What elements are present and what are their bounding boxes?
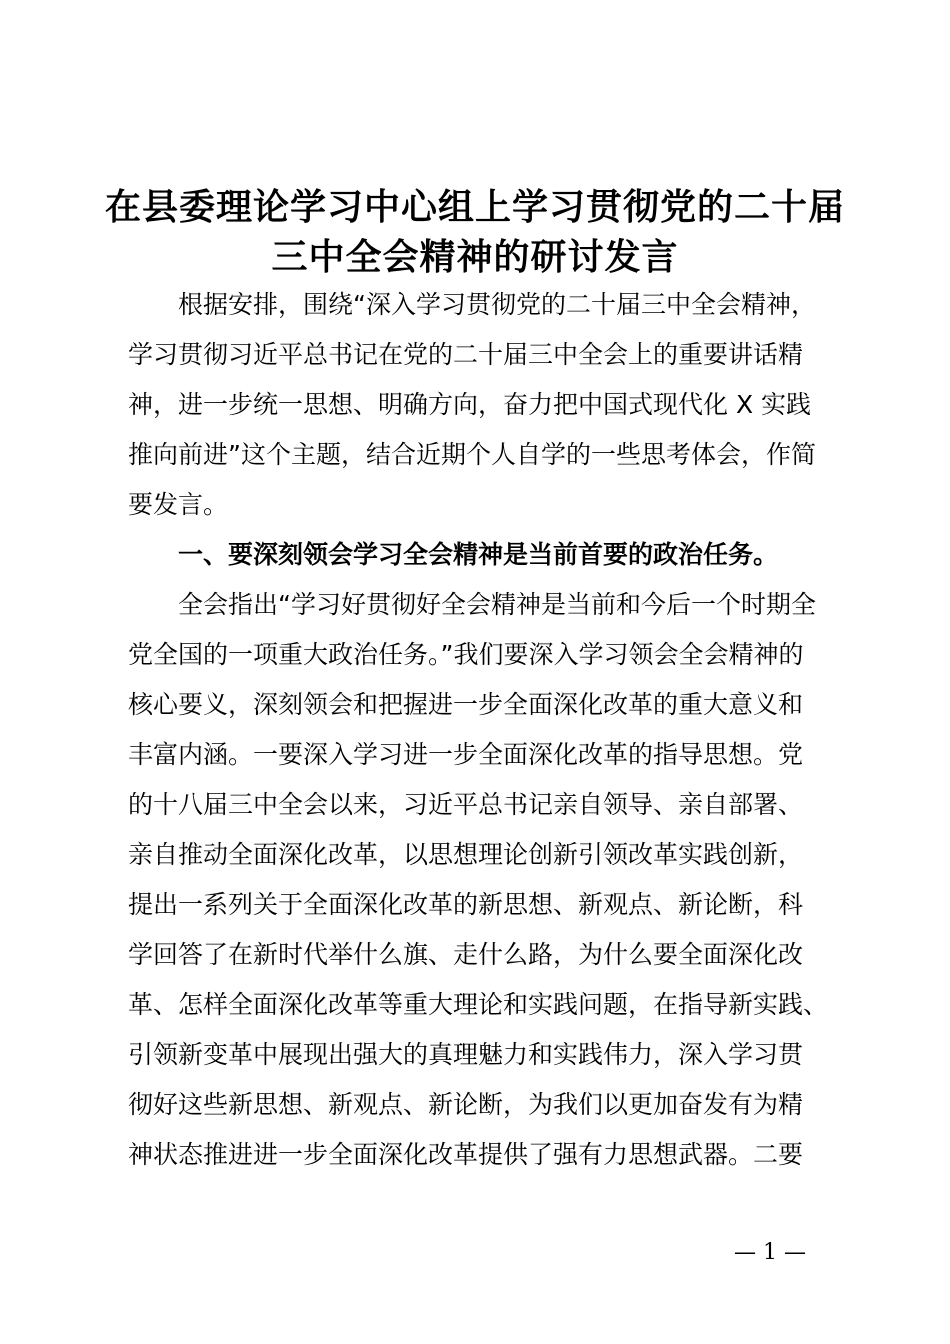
paragraph-line: 丰富内涵。一要深入学习进一步全面深化改革的指导思想。党 — [128, 740, 804, 769]
paragraph-line: 提出一系列关于全面深化改革的新思想、新观点、新论断，科 — [128, 890, 804, 919]
document-title-line-2: 三中全会精神的研讨发言 — [271, 237, 679, 278]
paragraph-line: 学习贯彻习近平总书记在党的二十届三中全会上的重要讲话精 — [128, 340, 804, 369]
page-number: — 1 — — [734, 1240, 806, 1265]
paragraph-line: 亲自推动全面深化改革，以思想理论创新引领改革实践创新， — [128, 840, 804, 869]
paragraph-line: 引领新变革中展现出强大的真理魅力和实践伟力，深入学习贯 — [128, 1040, 804, 1069]
paragraph-line: 全会指出“学习好贯彻好全会精神是当前和今后一个时期全 — [178, 590, 816, 619]
paragraph-line: 学回答了在新时代举什么旗、走什么路，为什么要全面深化改 — [128, 940, 804, 969]
paragraph-line: 革、怎样全面深化改革等重大理论和实践问题，在指导新实践、 — [128, 990, 829, 1019]
document-title-line-1: 在县委理论学习中心组上学习贯彻党的二十届 — [104, 187, 845, 228]
paragraph-line: 要发言。 — [128, 490, 229, 519]
paragraph-line: 根据安排，围绕“深入学习贯彻党的二十届三中全会精神， — [178, 290, 816, 319]
paragraph-line: 推向前进”这个主题，结合近期个人自学的一些思考体会，作简 — [128, 440, 816, 469]
paragraph-line: 党全国的一项重大政治任务。”我们要深入学习领会全会精神的 — [128, 640, 804, 669]
paragraph-line: 神，进一步统一思想、明确方向，奋力把中国式现代化 X 实践 — [128, 390, 812, 419]
paragraph-line: 神状态推进进一步全面深化改革提供了强有力思想武器。二要 — [128, 1140, 804, 1169]
paragraph-line: 的十八届三中全会以来，习近平总书记亲自领导、亲自部署、 — [128, 790, 804, 819]
section-heading: 一、要深刻领会学习全会精神是当前首要的政治任务。 — [178, 540, 779, 569]
paragraph-line: 核心要义，深刻领会和把握进一步全面深化改革的重大意义和 — [128, 690, 804, 719]
paragraph-line: 彻好这些新思想、新观点、新论断，为我们以更加奋发有为精 — [128, 1090, 804, 1119]
